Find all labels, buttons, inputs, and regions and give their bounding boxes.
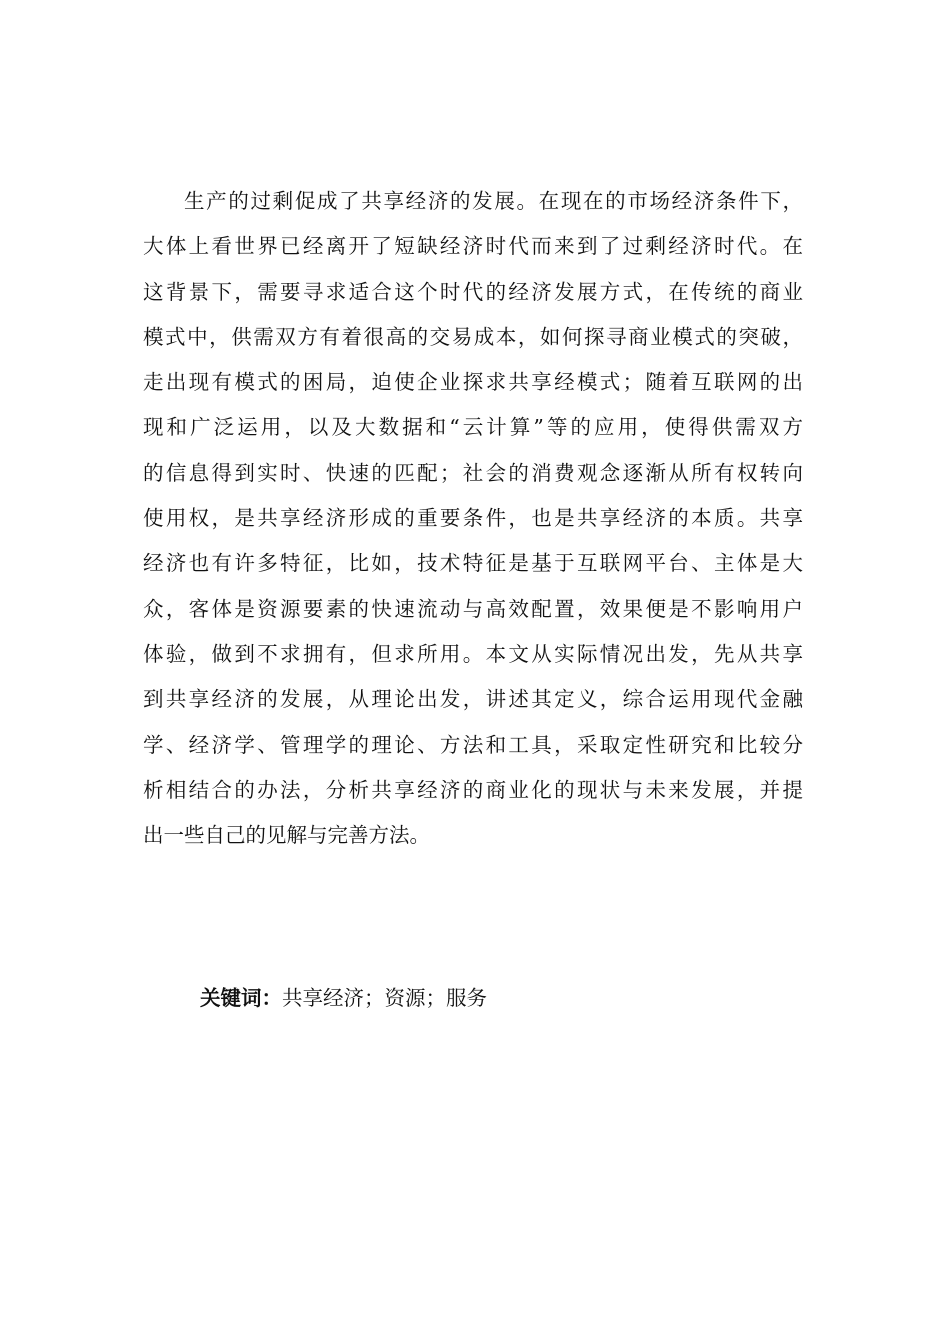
abstract-paragraph xyxy=(143,179,803,858)
abstract-line: 这背景下，需要寻求适合这个时代的经济发展方式，在传统的商业 xyxy=(143,279,803,304)
abstract-line: 析相结合的办法，分析共享经济的商业化的现状与未来发展，并提 xyxy=(143,777,803,802)
abstract-line: 使用权，是共享经济形成的重要条件，也是共享经济的本质。共享 xyxy=(143,506,803,531)
abstract-line: 到共享经济的发展，从理论出发，讲述其定义，综合运用现代金融 xyxy=(143,687,803,712)
keywords-line xyxy=(200,976,487,1021)
abstract-line: 体验，做到不求拥有，但求所用。本文从实际情况出发，先从共享 xyxy=(143,641,803,666)
abstract-line: 的信息得到实时、快速的匹配；社会的消费观念逐渐从所有权转向 xyxy=(143,460,803,485)
abstract-line: 经济也有许多特征，比如，技术特征是基于互联网平台、主体是大 xyxy=(143,551,803,576)
keywords-value: 共享经济；资源；服务 xyxy=(282,986,487,1010)
keywords-label: 关键词： xyxy=(200,986,282,1010)
abstract-line: 生产的过剩促成了共享经济的发展。在现在的市场经济条件下， xyxy=(184,189,803,213)
abstract-line: 走出现有模式的困局，迫使企业探求共享经模式；随着互联网的出 xyxy=(143,370,803,395)
abstract-line: 现和广泛运用，以及大数据和“云计算”等的应用，使得供需双方 xyxy=(143,415,803,440)
abstract-line: 大体上看世界已经离开了短缺经济时代而来到了过剩经济时代。在 xyxy=(143,234,803,259)
abstract-line: 学、经济学、管理学的理论、方法和工具，采取定性研究和比较分 xyxy=(143,732,803,757)
abstract-line: 众，客体是资源要素的快速流动与高效配置，效果便是不影响用户 xyxy=(143,596,803,621)
abstract-line: 模式中，供需双方有着很高的交易成本，如何探寻商业模式的突破， xyxy=(143,324,803,349)
abstract-line: 出一些自己的见解与完善方法。 xyxy=(143,823,430,848)
